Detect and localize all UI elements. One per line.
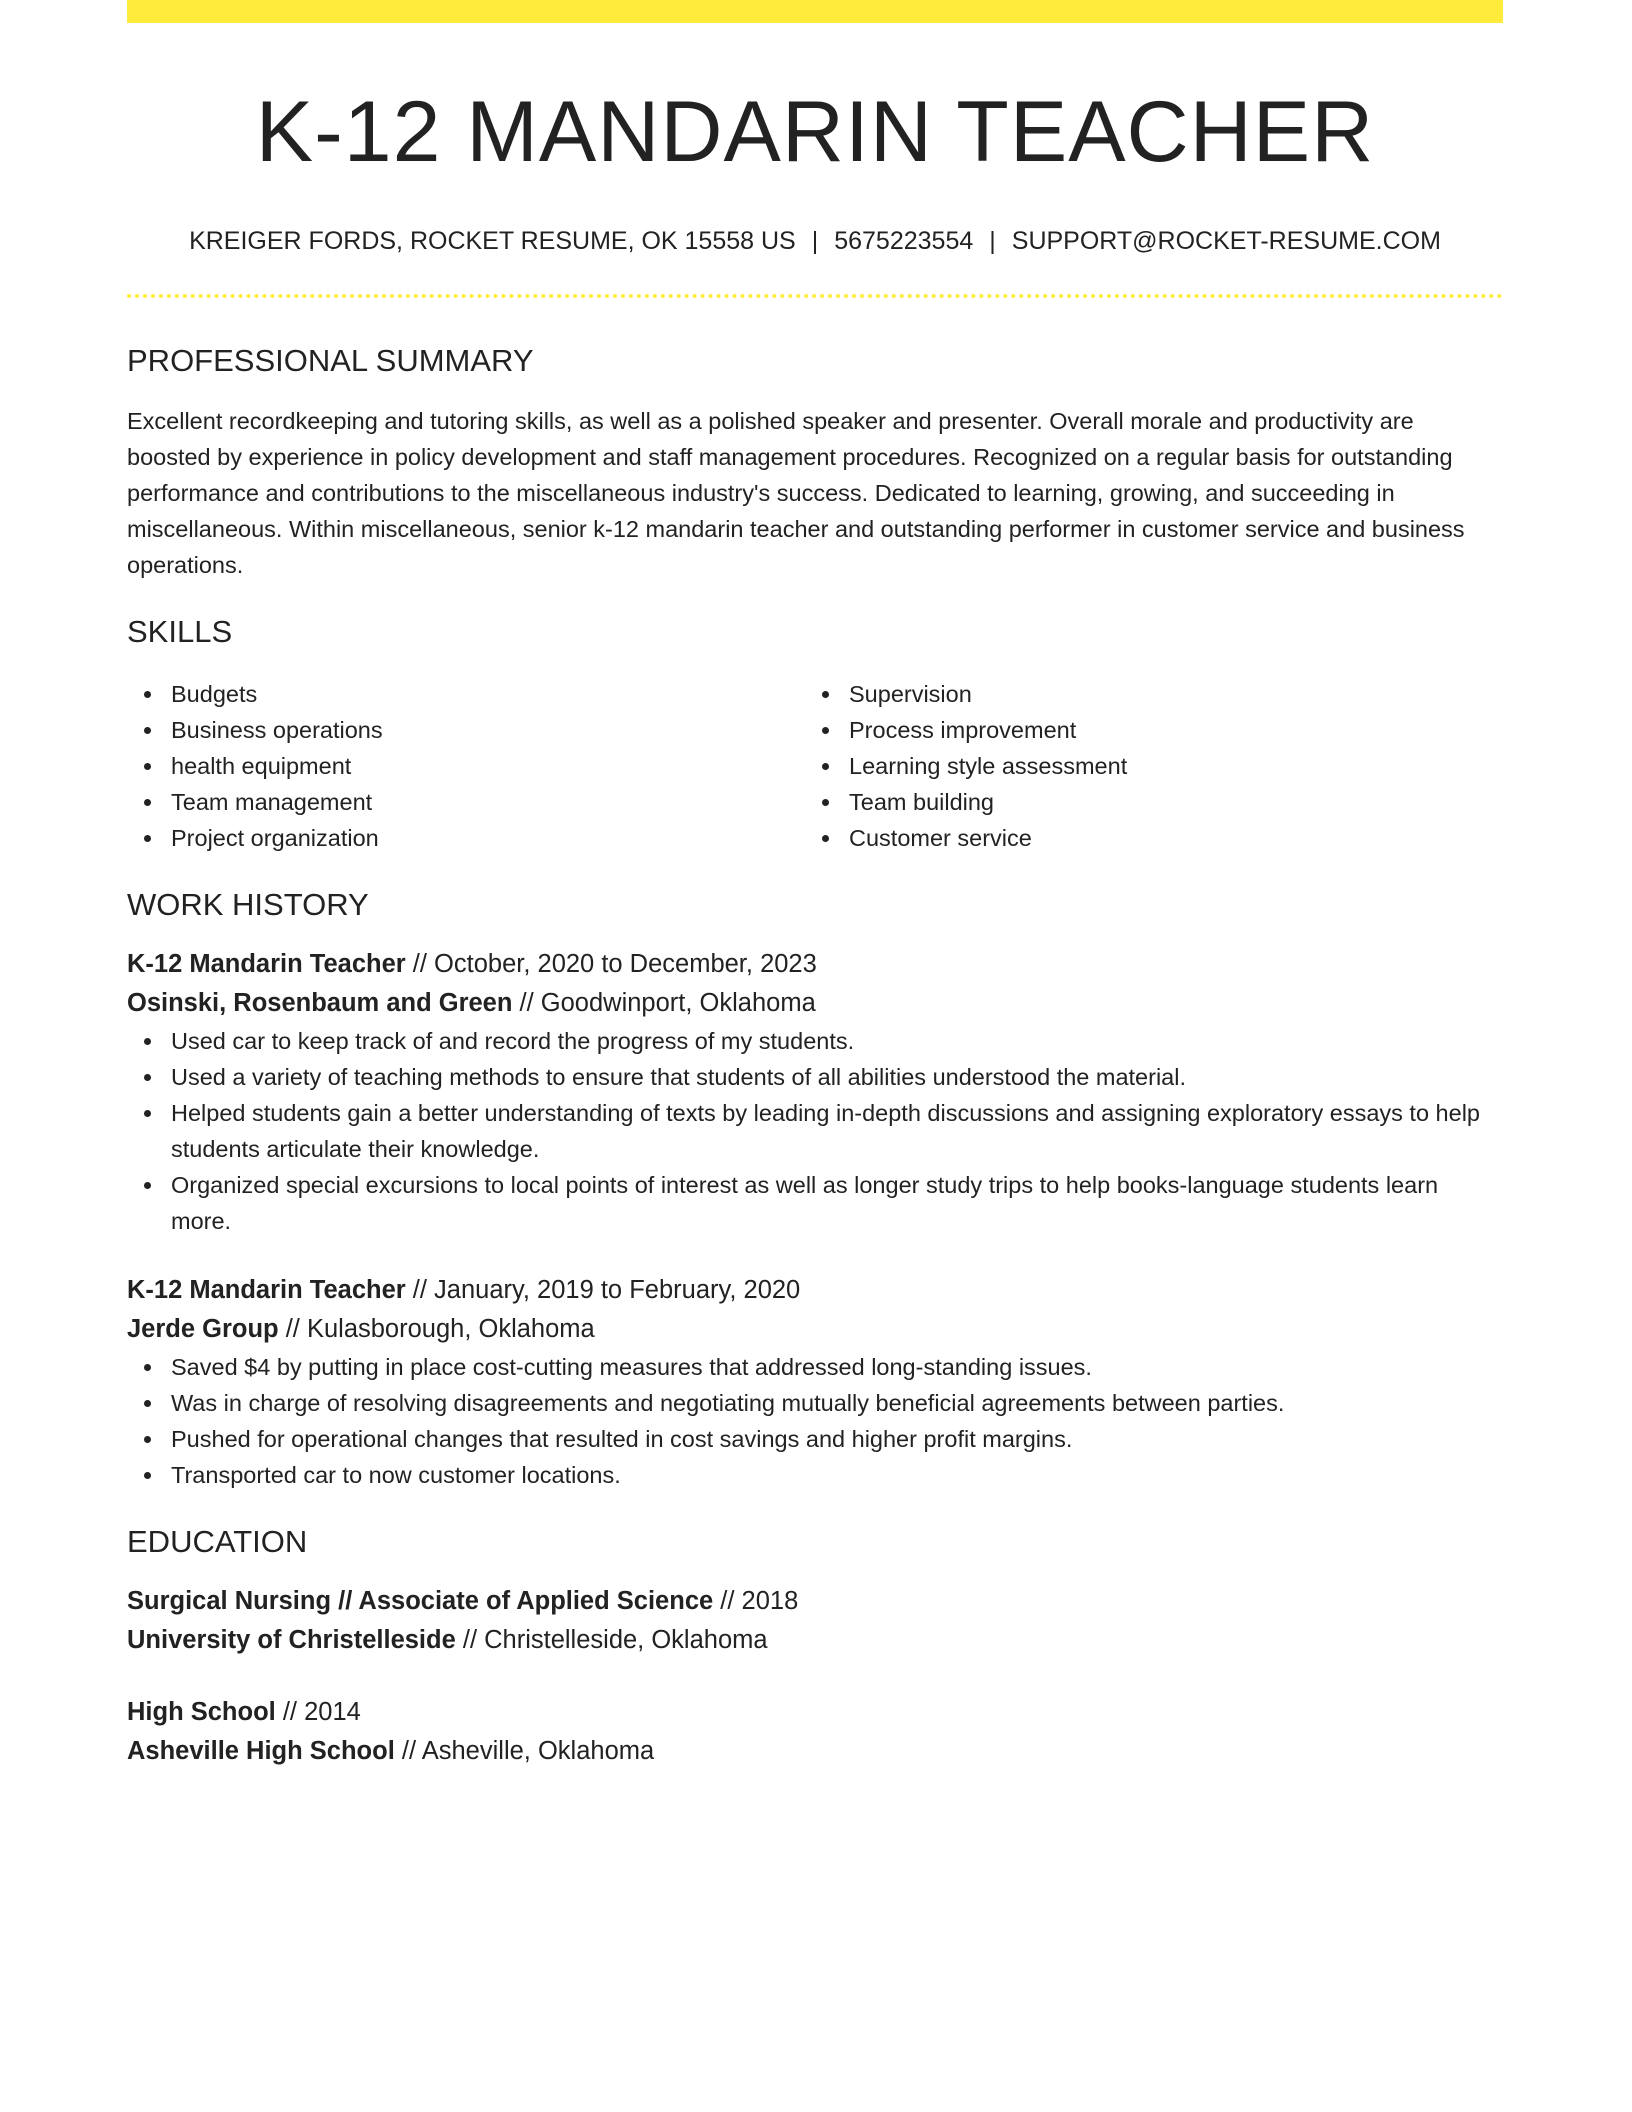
- resume-name: K-12 MANDARIN TEACHER: [255, 84, 1375, 180]
- job-company-line: [127, 1310, 1503, 1349]
- education-degree: High School: [127, 1698, 276, 1727]
- skills-column-left: [127, 676, 805, 856]
- job-dates: // January, 2019 to February, 2020: [405, 1276, 801, 1305]
- job-bullet: Used car to keep track of and record the progress of my students.: [127, 1023, 1503, 1059]
- skill-item: Learning style assessment: [805, 748, 1483, 784]
- job-role: K-12 Mandarin Teacher: [127, 950, 406, 979]
- job-company: Osinski, Rosenbaum and Green: [127, 989, 513, 1018]
- contact-separator: |: [989, 226, 996, 255]
- dotted-divider: [127, 294, 1503, 298]
- job-bullet: Organized special excursions to local points of interest as well as longer study trips to help books-language students learn more.: [127, 1167, 1503, 1239]
- contact-address: KREIGER FORDS, ROCKET RESUME, OK 15558 US: [189, 226, 796, 255]
- job-bullet: Saved $4 by putting in place cost-cutting measures that addressed long-standing issues.: [127, 1349, 1503, 1385]
- resume-page: [127, 0, 1503, 1771]
- education-year: // 2018: [713, 1587, 799, 1616]
- skill-item: Process improvement: [805, 712, 1483, 748]
- job-company-line: [127, 984, 1503, 1023]
- skill-item: Budgets: [127, 676, 805, 712]
- job-role: K-12 Mandarin Teacher: [127, 1276, 406, 1305]
- job-bullet: Helped students gain a better understanding of texts by leading in-depth discussions and assigning exploratory essays to help students articulate their knowledge.: [127, 1095, 1503, 1167]
- job-bullets: [127, 1023, 1503, 1239]
- job-bullet: Was in charge of resolving disagreements and negotiating mutually beneficial agreements between parties.: [127, 1385, 1503, 1421]
- contact-separator: |: [811, 226, 819, 255]
- skills-heading: SKILLS: [127, 613, 233, 649]
- education-heading: EDUCATION: [127, 1524, 308, 1560]
- job-bullet: Transported car to now customer locations.: [127, 1457, 1503, 1493]
- job-bullet: Pushed for operational changes that resulted in cost savings and higher profit margins.: [127, 1421, 1503, 1457]
- skill-item: Team management: [127, 784, 805, 820]
- job-company: Jerde Group: [127, 1315, 279, 1344]
- education-degree-line: [127, 1582, 1503, 1621]
- work-history-heading: WORK HISTORY: [127, 886, 369, 922]
- skill-item: health equipment: [127, 748, 805, 784]
- accent-top-bar: [127, 0, 1503, 23]
- skills-column-right: [805, 676, 1483, 856]
- job-bullets: [127, 1349, 1503, 1493]
- contact-phone: 5675223554: [834, 226, 974, 255]
- job-location: // Goodwinport, Oklahoma: [512, 989, 816, 1018]
- contact-line: [127, 226, 1503, 256]
- education-school: Asheville High School: [127, 1737, 395, 1766]
- job-location: // Kulasborough, Oklahoma: [278, 1315, 595, 1344]
- summary-heading: PROFESSIONAL SUMMARY: [127, 342, 534, 378]
- job-title-line: [127, 1271, 1503, 1310]
- education-location: // Asheville, Oklahoma: [394, 1737, 655, 1766]
- education-school-line: [127, 1732, 1503, 1771]
- education-year: // 2014: [275, 1698, 361, 1727]
- education-degree-line: [127, 1693, 1503, 1732]
- skill-item: Customer service: [805, 820, 1483, 856]
- education-school-line: [127, 1621, 1503, 1660]
- summary-text: Excellent recordkeeping and tutoring skills, as well as a polished speaker and presenter. Overall morale and productivity are boosted by experience in policy development and staff management procedures. Recognized on a regular basis for outstanding performance and contributions to the miscellaneous industry's success. Dedicated to learning, growing, and succeeding in miscellaneous. Within miscellaneous, senior k-12 mandarin teacher and outstanding performer in customer service and business operations.: [127, 407, 1465, 578]
- job-dates: // October, 2020 to December, 2023: [405, 950, 817, 979]
- skill-item: Supervision: [805, 676, 1483, 712]
- contact-email: SUPPORT@ROCKET-RESUME.COM: [1011, 226, 1441, 255]
- skill-item: Team building: [805, 784, 1483, 820]
- education-location: // Christelleside, Oklahoma: [455, 1626, 768, 1655]
- education-school: University of Christelleside: [127, 1626, 456, 1655]
- job-title-line: [127, 945, 1503, 984]
- skill-item: Project organization: [127, 820, 805, 856]
- education-degree: Surgical Nursing // Associate of Applied Science: [127, 1587, 714, 1616]
- skills-list: [127, 676, 1503, 856]
- job-bullet: Used a variety of teaching methods to ensure that students of all abilities understood the material.: [127, 1059, 1503, 1095]
- skill-item: Business operations: [127, 712, 805, 748]
